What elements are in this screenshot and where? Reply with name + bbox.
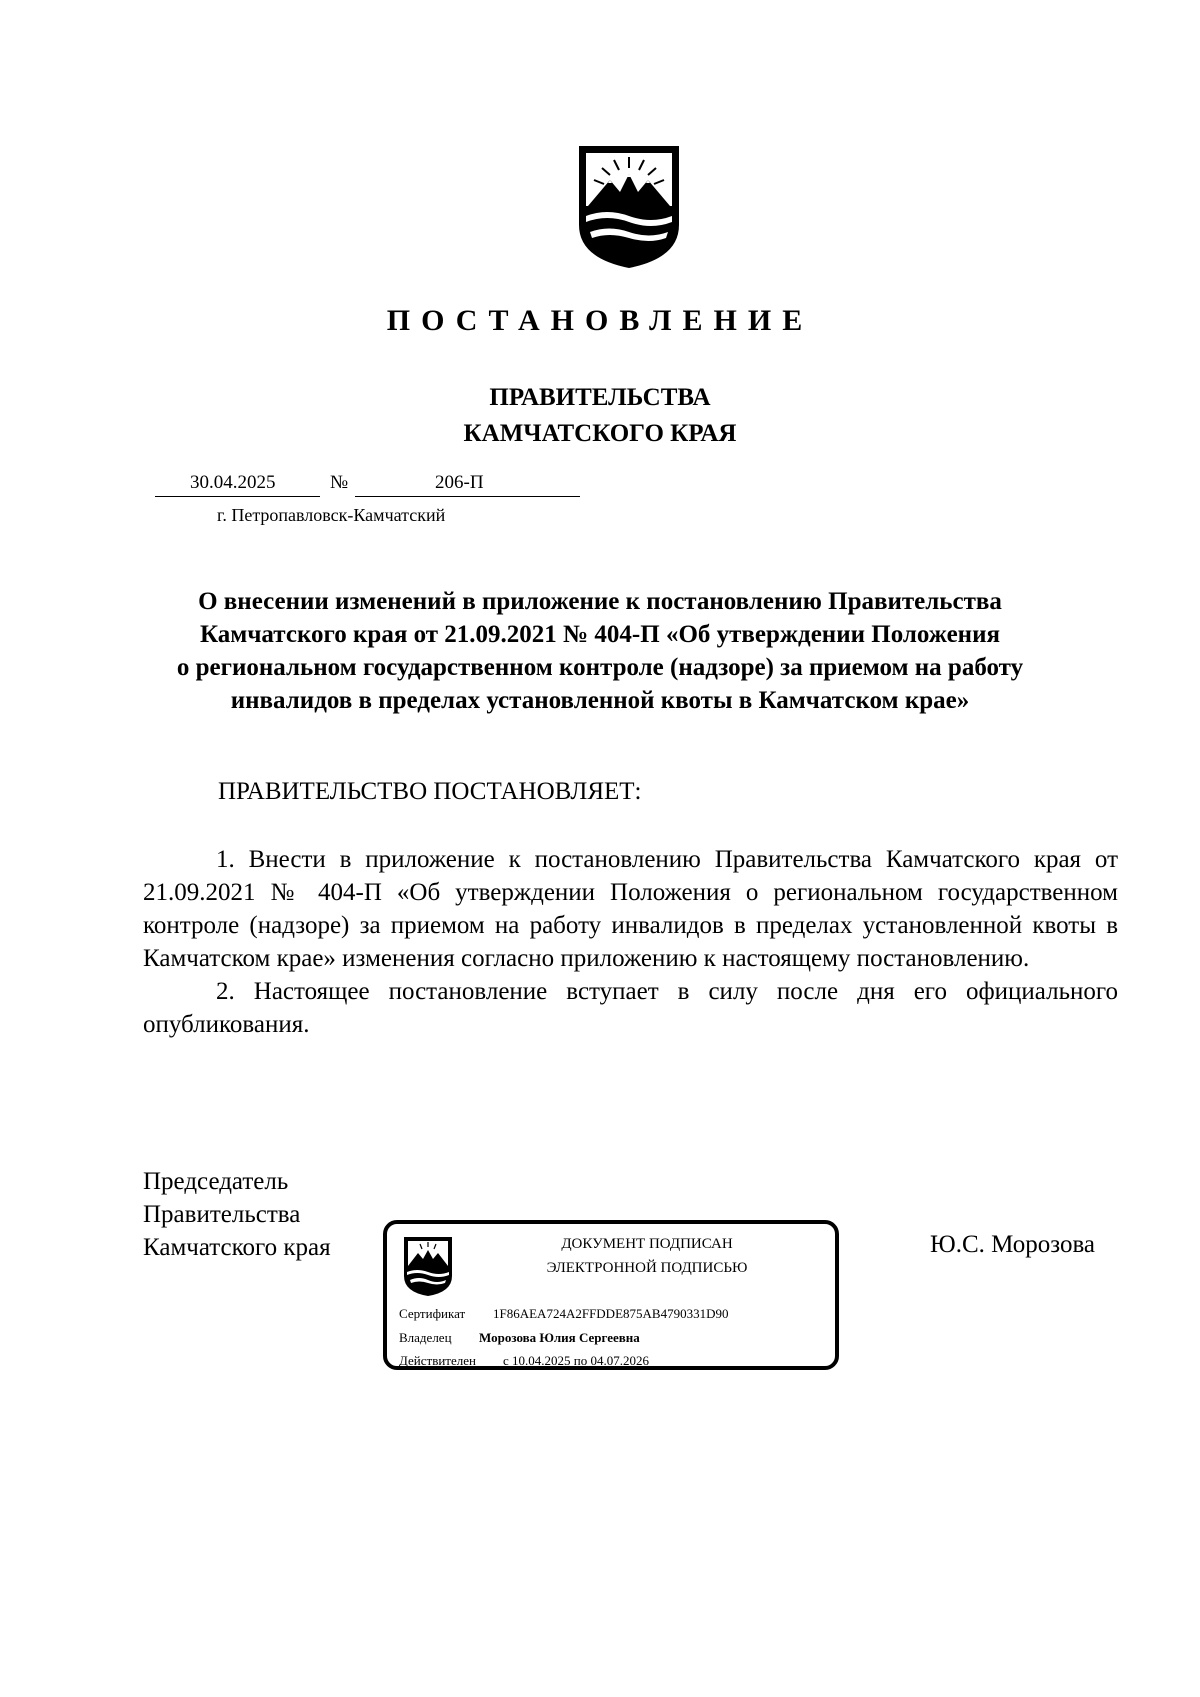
document-type: ПОСТАНОВЛЕНИЕ <box>386 304 814 337</box>
resolution-body <box>143 843 1118 1041</box>
city: г. Петропавловск-Камчатский <box>217 505 446 525</box>
subject-line2: Камчатского края от 21.09.2021 № 404-П «Об утверждении Положения <box>200 621 1000 648</box>
number-sign: № <box>330 472 349 493</box>
authority-line2: КАМЧАТСКОГО КРАЯ <box>463 420 737 447</box>
signer-name: Ю.С. Морозова <box>930 1231 1096 1258</box>
certificate-value: 1F86AEA724A2FFDDE875AB4790331D90 <box>493 1306 729 1321</box>
document-date: 30.04.2025 <box>190 472 276 493</box>
date-number-line <box>155 470 580 498</box>
signer-title <box>143 1165 331 1264</box>
authority-line1: ПРАВИТЕЛЬСТВА <box>489 384 711 411</box>
stamp-emblem-icon <box>401 1234 455 1298</box>
electronic-signature-stamp <box>383 1220 839 1370</box>
document-subject <box>130 585 1070 717</box>
subject-line4: инвалидов в пределах установленной квоты в Камчатском крае» <box>230 687 970 714</box>
stamp-validity-row <box>399 1353 649 1369</box>
stamp-owner-row <box>399 1330 640 1346</box>
stamp-certificate-row <box>399 1306 728 1322</box>
stamp-heading-line2: ЭЛЕКТРОННОЙ ПОДПИСЬЮ <box>546 1260 748 1276</box>
subject-line3: о региональном государственном контроле (надзоре) за приемом на работу <box>176 654 1024 681</box>
resolution-item-2: 2. Настоящее постановление вступает в силу после дня его официального опубликования. <box>143 978 1118 1038</box>
date-underline <box>155 496 320 497</box>
owner-value: Морозова Юлия Сергеевна <box>479 1330 640 1345</box>
resolves-heading: ПРАВИТЕЛЬСТВО ПОСТАНОВЛЯЕТ: <box>218 778 642 805</box>
valid-value: с 10.04.2025 по 04.07.2026 <box>503 1353 649 1368</box>
signer-title-line1: Председатель <box>143 1168 289 1195</box>
resolution-item-1: 1. Внести в приложение к постановлению Правительства Камчатского края от 21.09.2021 № 404-П «Об утверждении Положения о региональном государственном контроле (надзоре) за приемом на работу инвалидов в пределах установленной квоты в Камчатском крае» изменения согласно приложению к настоящему постановлению. <box>143 846 1118 972</box>
stamp-heading-line1: ДОКУМЕНТ ПОДПИСАН <box>561 1236 733 1252</box>
authority-title <box>0 380 1200 452</box>
document-number: 206-П <box>435 472 484 493</box>
number-underline <box>355 496 580 497</box>
valid-label: Действителен <box>399 1353 476 1368</box>
subject-line1: О внесении изменений в приложение к постановлению Правительства <box>198 588 1002 615</box>
owner-label: Владелец <box>399 1330 452 1345</box>
coat-of-arms-icon <box>574 140 684 270</box>
signer-title-line3: Камчатского края <box>143 1234 331 1261</box>
signer-title-line2: Правительства <box>143 1201 301 1228</box>
certificate-label: Сертификат <box>399 1306 466 1321</box>
stamp-heading <box>457 1232 837 1280</box>
